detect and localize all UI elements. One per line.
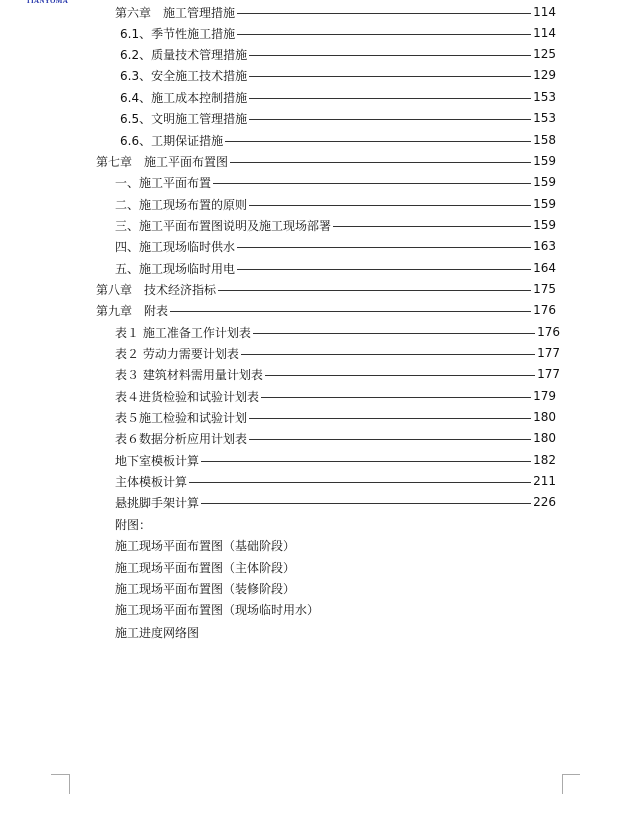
toc-entry-page: 159 bbox=[533, 218, 556, 232]
toc-entry-page: 159 bbox=[533, 154, 556, 168]
toc-entry-page: 125 bbox=[533, 47, 556, 61]
toc-entry-title: 6.3、安全施工技术措施 bbox=[120, 68, 248, 83]
margin-corner-mark-right bbox=[562, 774, 581, 794]
toc-entry bbox=[115, 492, 556, 512]
appendix-heading: 附图： bbox=[115, 517, 152, 532]
toc-entry bbox=[120, 108, 556, 128]
toc-entry-page: 180 bbox=[533, 410, 556, 424]
margin-corner-mark-right-horizontal bbox=[562, 774, 580, 775]
toc-leader bbox=[237, 13, 531, 14]
toc-entry bbox=[120, 65, 556, 85]
toc-entry-page: 158 bbox=[533, 133, 556, 147]
toc-entry-title: 表４进货检验和试验计划表 bbox=[115, 389, 260, 404]
toc-entry-title: 五、施工现场临时用电 bbox=[115, 261, 236, 276]
appendix-item: 施工现场平面布置图（装修阶段） bbox=[115, 581, 296, 596]
toc-entry-page: 177 bbox=[537, 367, 560, 381]
toc-entry-page: 153 bbox=[533, 111, 556, 125]
toc-leader bbox=[261, 397, 531, 398]
toc-entry bbox=[115, 450, 556, 470]
toc-leader bbox=[201, 461, 531, 462]
toc-entry-page: 176 bbox=[533, 303, 556, 317]
toc-entry-title: 第八章 技术经济指标 bbox=[96, 282, 217, 297]
toc-entry bbox=[120, 23, 556, 43]
toc-leader bbox=[225, 141, 531, 142]
toc-entry-page: 177 bbox=[537, 346, 560, 360]
appendix-item: 施工现场平面布置图（现场临时用水） bbox=[115, 602, 320, 617]
toc-entry bbox=[96, 300, 556, 320]
toc-entry-page: 114 bbox=[533, 5, 556, 19]
margin-corner-mark-left bbox=[51, 774, 70, 794]
toc-entry-title: 第六章 施工管理措施 bbox=[115, 5, 236, 20]
toc-entry-title: 表６数据分析应用计划表 bbox=[115, 431, 248, 446]
toc-entry-title: 表２ 劳动力需要计划表 bbox=[115, 346, 239, 361]
toc-entry-page: 211 bbox=[533, 474, 556, 488]
toc-leader bbox=[265, 375, 535, 376]
toc-entry bbox=[115, 2, 556, 22]
toc-entry bbox=[120, 87, 556, 107]
toc-entry-title: 6.1、季节性施工措施 bbox=[120, 26, 236, 41]
toc-leader bbox=[249, 418, 531, 419]
toc-leader bbox=[241, 354, 535, 355]
toc-entry-page: 129 bbox=[533, 68, 556, 82]
appendix-item: 施工现场平面布置图（主体阶段） bbox=[115, 560, 296, 575]
toc-entry-page: 175 bbox=[533, 282, 556, 296]
toc-entry-title: 主体模板计算 bbox=[115, 474, 188, 489]
toc-entry-title: 表５施工检验和试验计划 bbox=[115, 410, 248, 425]
toc-entry bbox=[115, 172, 556, 192]
toc-entry bbox=[115, 343, 560, 363]
toc-entry bbox=[120, 130, 556, 150]
toc-leader bbox=[253, 333, 535, 334]
toc-leader bbox=[249, 439, 531, 440]
toc-entry bbox=[115, 322, 560, 342]
toc-entry-title: 一、施工平面布置 bbox=[115, 175, 212, 190]
toc-entry-page: 159 bbox=[533, 197, 556, 211]
toc-entry bbox=[115, 194, 556, 214]
toc-leader bbox=[189, 482, 531, 483]
toc-entry-title: 地下室模板计算 bbox=[115, 453, 200, 468]
toc-entry-title: 悬挑脚手架计算 bbox=[115, 495, 200, 510]
toc-entry-title: 6.4、施工成本控制措施 bbox=[120, 90, 248, 105]
toc-entry bbox=[115, 407, 556, 427]
toc-entry-title: 6.5、文明施工管理措施 bbox=[120, 111, 248, 126]
toc-leader bbox=[249, 76, 531, 77]
toc-entry bbox=[120, 44, 556, 64]
toc-entry bbox=[115, 386, 556, 406]
toc-leader bbox=[249, 98, 531, 99]
toc-entry-title: 6.6、工期保证措施 bbox=[120, 133, 224, 148]
toc-leader bbox=[249, 119, 531, 120]
toc-entry-page: 176 bbox=[537, 325, 560, 339]
toc-leader bbox=[237, 247, 531, 248]
toc-entry bbox=[96, 151, 556, 171]
appendix-item: 施工现场平面布置图（基础阶段） bbox=[115, 538, 296, 553]
toc-entry-page: 164 bbox=[533, 261, 556, 275]
toc-entry-title: 二、施工现场布置的原则 bbox=[115, 197, 248, 212]
toc-entry-page: 179 bbox=[533, 389, 556, 403]
toc-leader bbox=[249, 55, 531, 56]
toc-entry bbox=[115, 258, 556, 278]
toc-entry bbox=[115, 428, 556, 448]
toc-entry-title: 表１ 施工准备工作计划表 bbox=[115, 325, 251, 340]
toc-entry bbox=[115, 236, 556, 256]
toc-leader bbox=[249, 205, 531, 206]
toc-leader bbox=[237, 34, 531, 35]
toc-leader bbox=[230, 162, 531, 163]
toc-leader bbox=[213, 183, 531, 184]
toc-entry-title: 第七章 施工平面布置图 bbox=[96, 154, 229, 169]
toc-entry-title: 三、施工平面布置图说明及施工现场部署 bbox=[115, 218, 332, 233]
toc-entry bbox=[115, 471, 556, 491]
margin-corner-mark-left-horizontal bbox=[51, 774, 69, 775]
toc-leader bbox=[333, 226, 531, 227]
toc-entry-page: 226 bbox=[533, 495, 556, 509]
toc-entry-page: 180 bbox=[533, 431, 556, 445]
toc-leader bbox=[237, 269, 531, 270]
toc-entry-title: 四、施工现场临时供水 bbox=[115, 239, 236, 254]
toc-leader bbox=[170, 311, 531, 312]
toc-entry-title: 表３ 建筑材料需用量计划表 bbox=[115, 367, 263, 382]
toc-entry-page: 153 bbox=[533, 90, 556, 104]
toc-leader bbox=[218, 290, 531, 291]
toc-entry-page: 159 bbox=[533, 175, 556, 189]
toc-entry-title: 第九章 附表 bbox=[96, 303, 169, 318]
toc-entry-page: 114 bbox=[533, 26, 556, 40]
toc-entry bbox=[96, 279, 556, 299]
toc-entry-page: 163 bbox=[533, 239, 556, 253]
toc-entry bbox=[115, 364, 560, 384]
toc-leader bbox=[201, 503, 531, 504]
logo-text: TIANYOMA bbox=[26, 0, 69, 5]
toc-entry-title: 6.2、质量技术管理措施 bbox=[120, 47, 248, 62]
toc-entry-page: 182 bbox=[533, 453, 556, 467]
toc-entry bbox=[115, 215, 556, 235]
appendix-item: 施工进度网络图 bbox=[115, 625, 200, 640]
